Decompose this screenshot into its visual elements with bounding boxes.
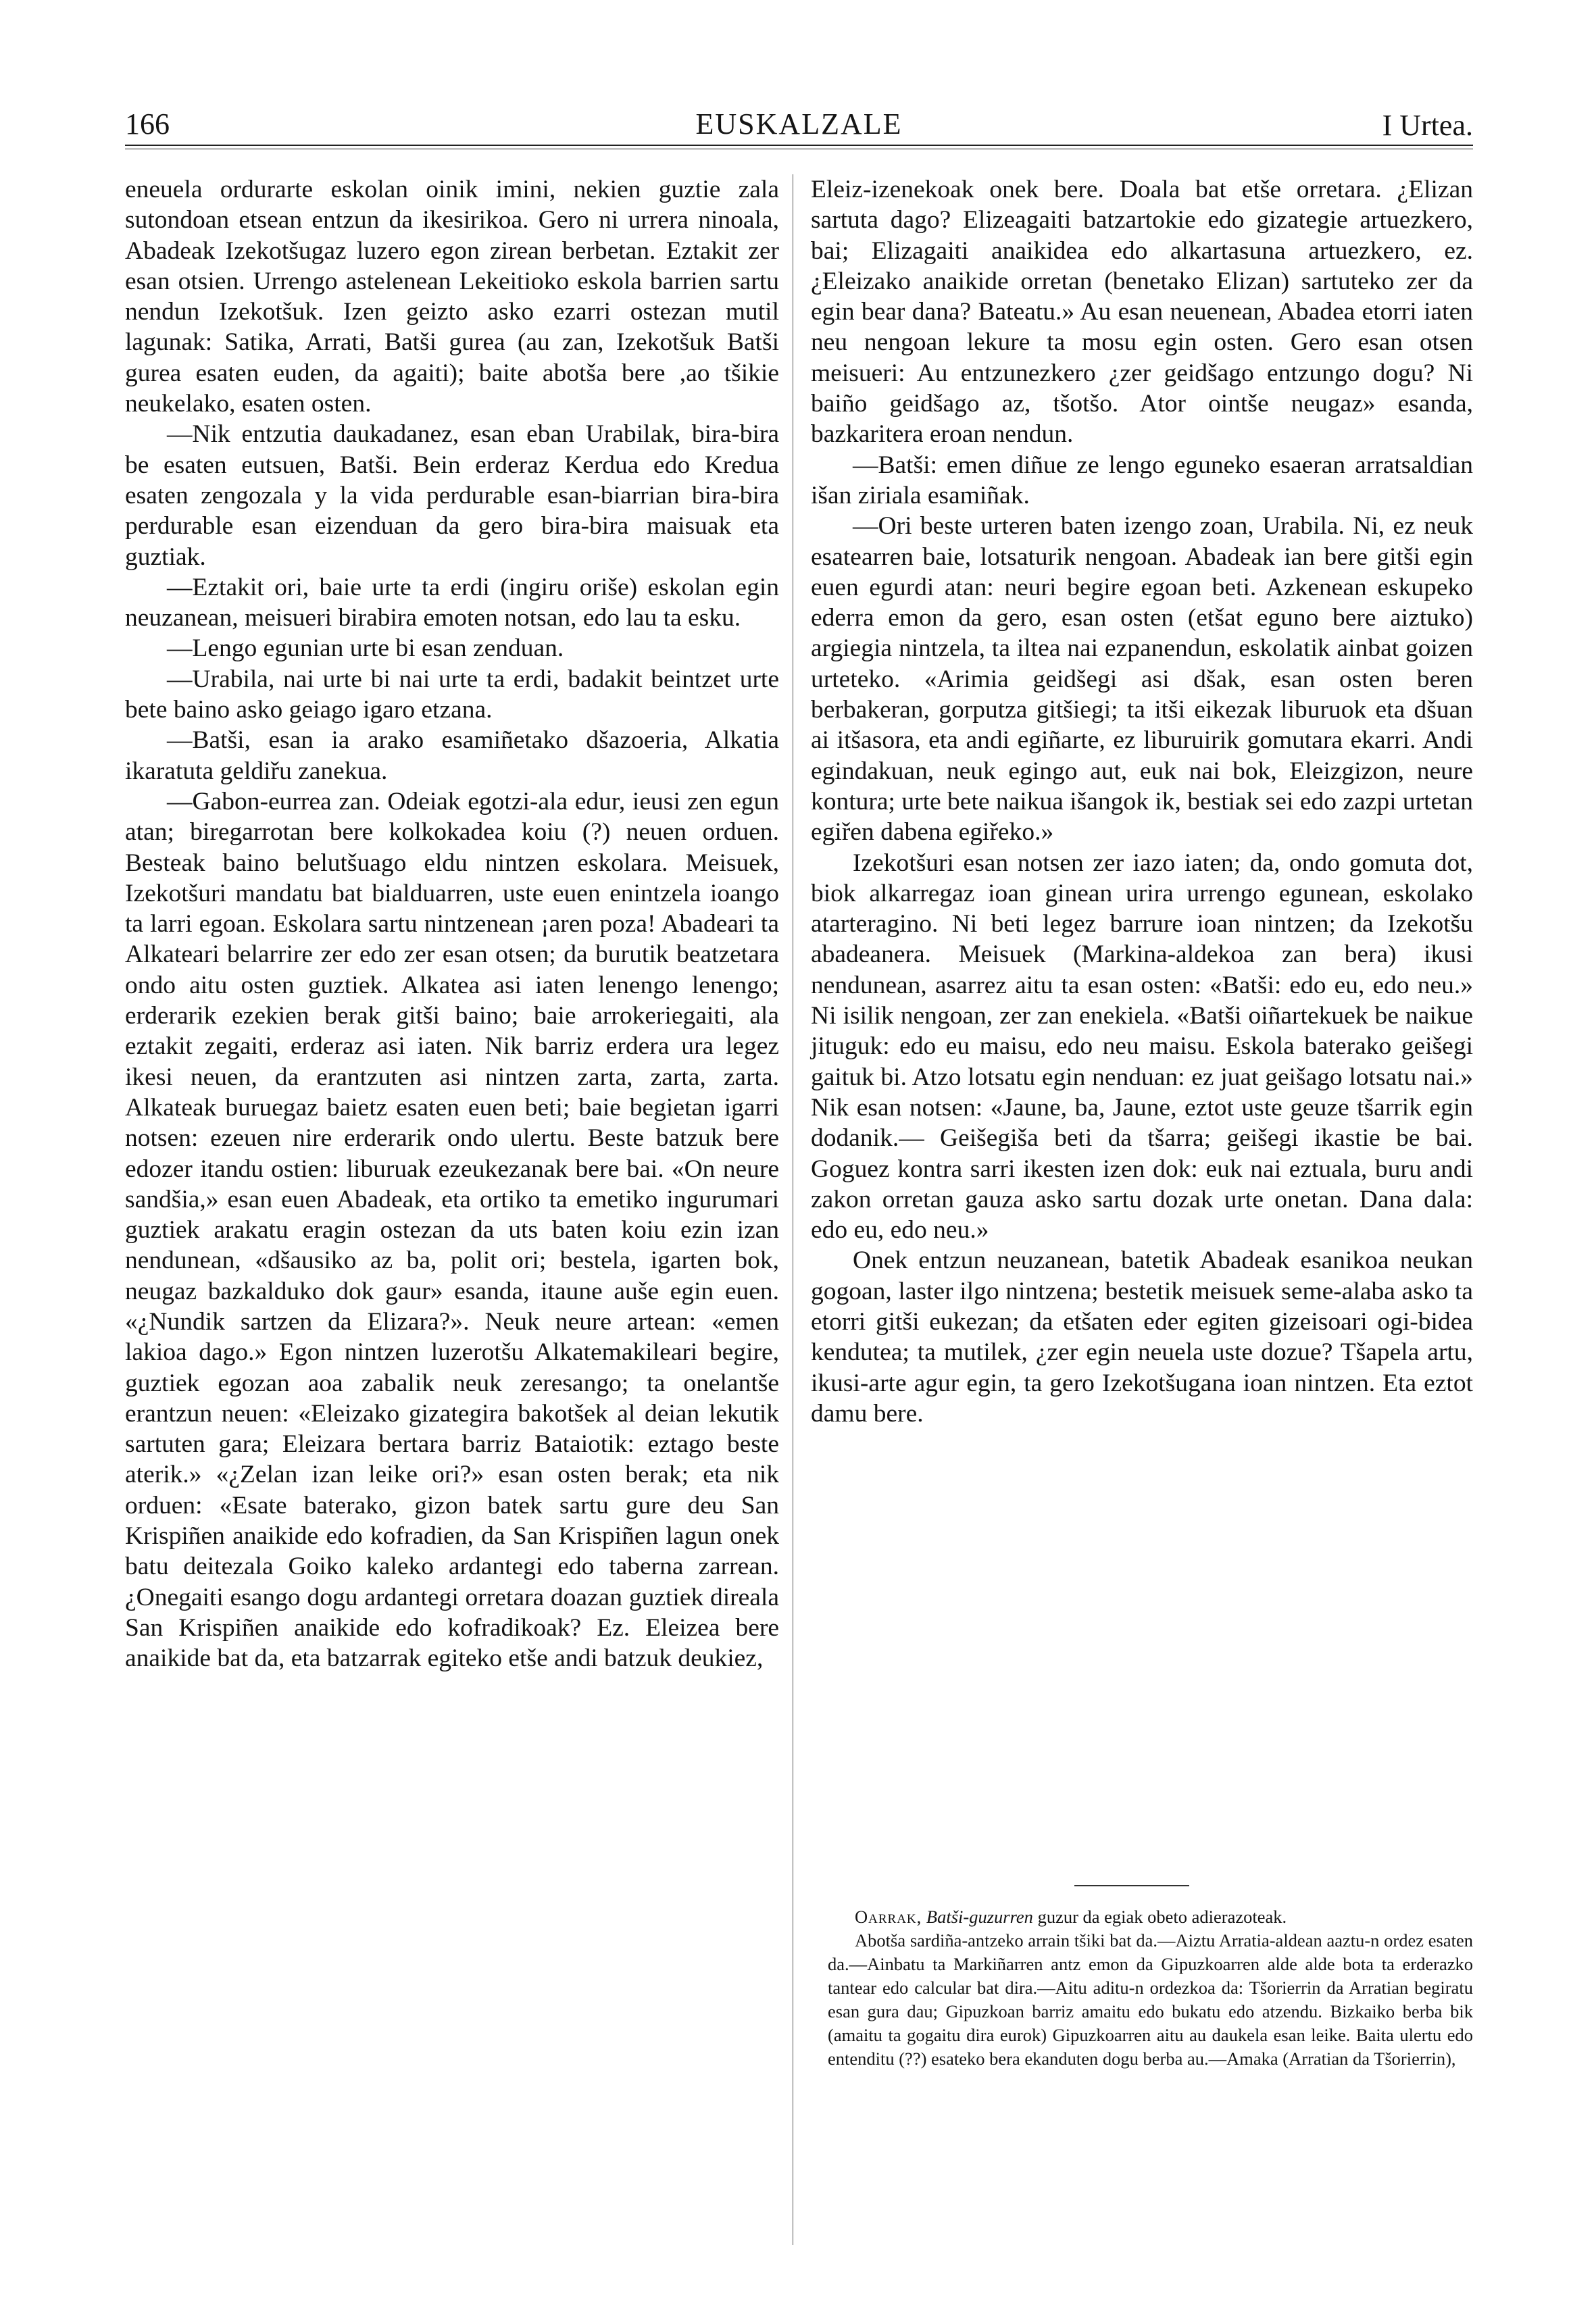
paragraph: —Gabon-eurrea zan. Odeiak egotzi-ala edur, ieusi zen egun atan; biregarrotan bere kolkokadea koiu (?) neuen orduen. Besteak baino belutšuago eldu nintzen eskolara. Meisuek, Izekotšuri mandatu bat bialduarren, uste euen enintzela ioango ta larri egoan. Eskolara sartu nintzenean ¡aren poza! Abadeari ta Alkateari belarrire zer edo zer esan otsen; da burutik beatzetara ondo aitu osten guztiek. Alkatea asi iaten lenengo lenengo; erderarik ezekien berak gitši baino; baie arrokeriegaiti, ala eztakit zegaiti, erderaz asi iaten. Nik barriz erdera ura legez ikesi neuen, da erantzuten asi nintzen zarta, zarta, zarta. Alkateak buruegaz baietz esaten euen beti; baie begietan igarri notsen: ezeuen nire erderarik ondo ulertu. Beste batzuk bere edozer itandu ostien: liburuak ezeukezanak bere bai. «On neure sandšia,» esan euen Abadeak, eta ortiko ta emetiko ingurumari guztiek arakatu eragin ostezan da uts baten koiu ezin izan nendunean, «dšausiko az ba, polit ori; bestela, igarten bok, neugaz bazkalduko dok gaur» esanda, itaune auše egin euen. «¿Nundik sartzen da Elizara?». Neuk neure artean: «emen lakioa dago.» Egon nintzen luzerotšu Alkatemakileari begire, guztiek egozan aoa zabalik neuk zeresango; ta onelantše erantzun neuen: «Eleizako gizategira bakotšek al deian lekutik sartuten gara; Eleizara bertara barriz Bataiotik: eztago beste aterik.» «¿Zelan izan leike ori?» esan osten berak; eta nik orduen: «Esate baterako, gizon batek sartu gure deu San Krispiñen anaikide edo kofradien, da San Krispiñen lagun onek batu deitezala Goiko kaleko ardantegi edo taberna zarrean. ¿Onegaiti esango dogu ardantegi orretara doazan guztiek direala San Krispiñen anaikide edo kofradikoak? Ez. Eleizea bere anaikide bat da, eta batzarrak egiteko etše andi batzuk deukiez, xyxy=(125,787,779,1673)
paragraph: Izekotšuri esan notsen zer iazo iaten; da, ondo gomuta dot, biok alkarregaz ioan ginean urira urrengo egunean, eskolako atarteragino. Ni beti legez barrure ioan nintzen; da Izekotšu abadeanera. Meisuek (Markina-aldekoa zan bera) ikusi nendunean, asarrez aitu ta esan osten: «Batši: edo eu, edo neu.» Ni isilik nengoan, zer zan enekiela. «Batši oiñartekuek be naikue jituguk: edo eu maisu, edo neu maisu. Eskola baterako geišegi gaituk bi. Atzo lotsatu egin nenduan: ez juat geišago lotsatu nai.» Nik esan notsen: «Jaune, ba, Jaune, eztot uste geuze tšarrik egin dodanik.— Geišegiša beti da tšarra; geišegi ikastie be bai. Goguez kontra sarri ikesten izen dok: euk nai eztuala, buru andi zakon orretan gauza asko sartu dozak urte onetan. Dana dala: edo eu, edo neu.» xyxy=(811,849,1473,1244)
footnote-term: Batši-guzurren xyxy=(926,1907,1033,1927)
paragraph: Eleiz-izenekoak onek bere. Doala bat etše orretara. ¿Elizan sartuta dago? Elizeagaiti batzartokie edo gizategie artuezkero, bai; Elizagaiti anaikidea edo alkartasuna artuezkero, ez. ¿Eleizako anaikide orretan (benetako Elizan) sartuteko zer da egin bear dana? Bateatu.» Au esan neuenean, Abadea etorri iaten neu nengoan lekure ta mosu egin osten. Gero esan otsen meisueri: Au entzunezkero ¿zer geidšago entzungo dogu? Ni baiño geidšago az, tšotšo. Ator ointše neugaz» esanda, bazkaritera eroan nendun. xyxy=(811,176,1473,449)
paragraph: —Nik entzutia daukadanez, esan eban Urabilak, bira-bira be esaten eutsuen, Batši. Bein erderaz Kerdua edo Kredua esaten zengozala y la vida perdurable esan-biarrian bira-bira perdurable esan eizenduan da gero bira-bira maisuak eta guztiak. xyxy=(125,420,779,571)
paragraph: —Batši, esan ia arako esamiñetako dšazoeria, Alkatia ikaratuta geldiřu zanekua. xyxy=(125,726,779,785)
right-column xyxy=(811,174,1473,1429)
paragraph: —Lengo egunian urte bi esan zenduan. xyxy=(167,634,564,663)
paragraph: —Urabila, nai urte bi nai urte ta erdi, badakit beintzet urte bete baino asko geiago igaro etzana. xyxy=(125,665,779,724)
footnote-text: guzur da egiak obeto adierazoteak. xyxy=(1037,1907,1287,1927)
page-number: 166 xyxy=(125,107,170,141)
running-header xyxy=(125,101,1473,149)
footnotes xyxy=(828,1905,1473,2071)
volume-label: I Urtea. xyxy=(1382,109,1473,142)
footnote-intro xyxy=(828,1905,1473,1929)
paragraph: —Batši: emen diñue ze lengo eguneko esaeran arratsaldian išan ziriala esamiñak. xyxy=(811,451,1473,509)
footnote-label: Oarrak, xyxy=(855,1907,922,1927)
paragraph: —Eztakit ori, baie urte ta erdi (ingiru oriše) eskolan egin neuzanean, meisueri birabira emoten notsan, edo lau ta esku. xyxy=(125,573,779,632)
journal-title: EUSKALZALE xyxy=(695,107,903,141)
paragraph: Onek entzun neuzanean, batetik Abadeak esanikoa neukan gogoan, laster ilgo nintzena; bestetik meisuek seme-alaba asko ta etorri gitši eukezan; da etšaten eder egiten gizeisoari ogi-bidea kendutea; ta mutilek, ¿zer egin neuela uste dozue? Tšapela artu, ikusi-arte agur egin, ta gero Izekotšugana ioan nintzen. Eta eztot damu bere. xyxy=(811,1247,1473,1428)
header-rule xyxy=(125,145,1473,149)
paragraph: —Ori beste urteren baten izengo zoan, Urabila. Ni, ez neuk esatearren baie, lotsaturik nengoan. Abadeak ian bere gitši egin euen egurdi atan: neuri begire egoan beti. Azkenean eskupeko ederra emon da gero, esan osten (etšat eguno bere aiztuko) argiegia nintzela, ta iltea nai ezpanendun, eskolatik ainbat goizen urteteko. «Arimia geidšegi asi dšak, esan osten beren berbakeran, gorputza gitšiegi; ta itši eikezak liburuok eta dšuan ai itšasora, eta andi egiñarte, ez liburuirik gomutara ekarri. Andi egindakuan, neuk egingo aut, euk nai bok, Eleizgizon, neure kontura; urte bete naikua išangok ik, bestiak sei edo zazpi urtetan egiřen dabena egiřeko.» xyxy=(811,512,1473,847)
footnote-body: Abotša sardiña-antzeko arrain tšiki bat da.—Aiztu Arratia-aldean aaztu-n ordez esaten da.—Ainbatu ta Markiñarren antz emon da Gipuzkoarren alde alde bota ta erderazko tantear edo calcular bat dira.—Aitu aditu-n ordezkoa da: Tšorierrin da Arratian begiratu esan gura dau; Gipuzkoan barriz amaitu edo bukatu edo atzendu. Bizkaiko berba bik (amaitu ta gogaitu dira eurok) Gipuzkoarren aitu au daukela esan leike. Baita ulertu edo entenditu (??) esateko bera ekanduten dogu berba au.—Amaka (Arratian da Tšorierrin), xyxy=(828,1930,1473,2069)
left-column xyxy=(125,174,779,1674)
paragraph: eneuela ordurarte eskolan oinik imini, nekien guztie zala sutondoan etsean entzun da ikesirikoa. Gero ni urrera ninoala, Abadeak Izekotšugaz luzero egon zirean berbetan. Eztakit zer esan otsien. Urrengo astelenean Lekeitioko eskola barrien sartu nendun Izekotšuk. Izen geizto asko ezarri ostezan mutil lagunak: Satika, Arrati, Batši gurea (au zan, Izekotšuk Batši gurea esaten euden, da agaiti); baite abotša bere ,ao tšikie neukelako, esaten osten. xyxy=(125,176,779,418)
footnote-rule xyxy=(1074,1885,1189,1886)
